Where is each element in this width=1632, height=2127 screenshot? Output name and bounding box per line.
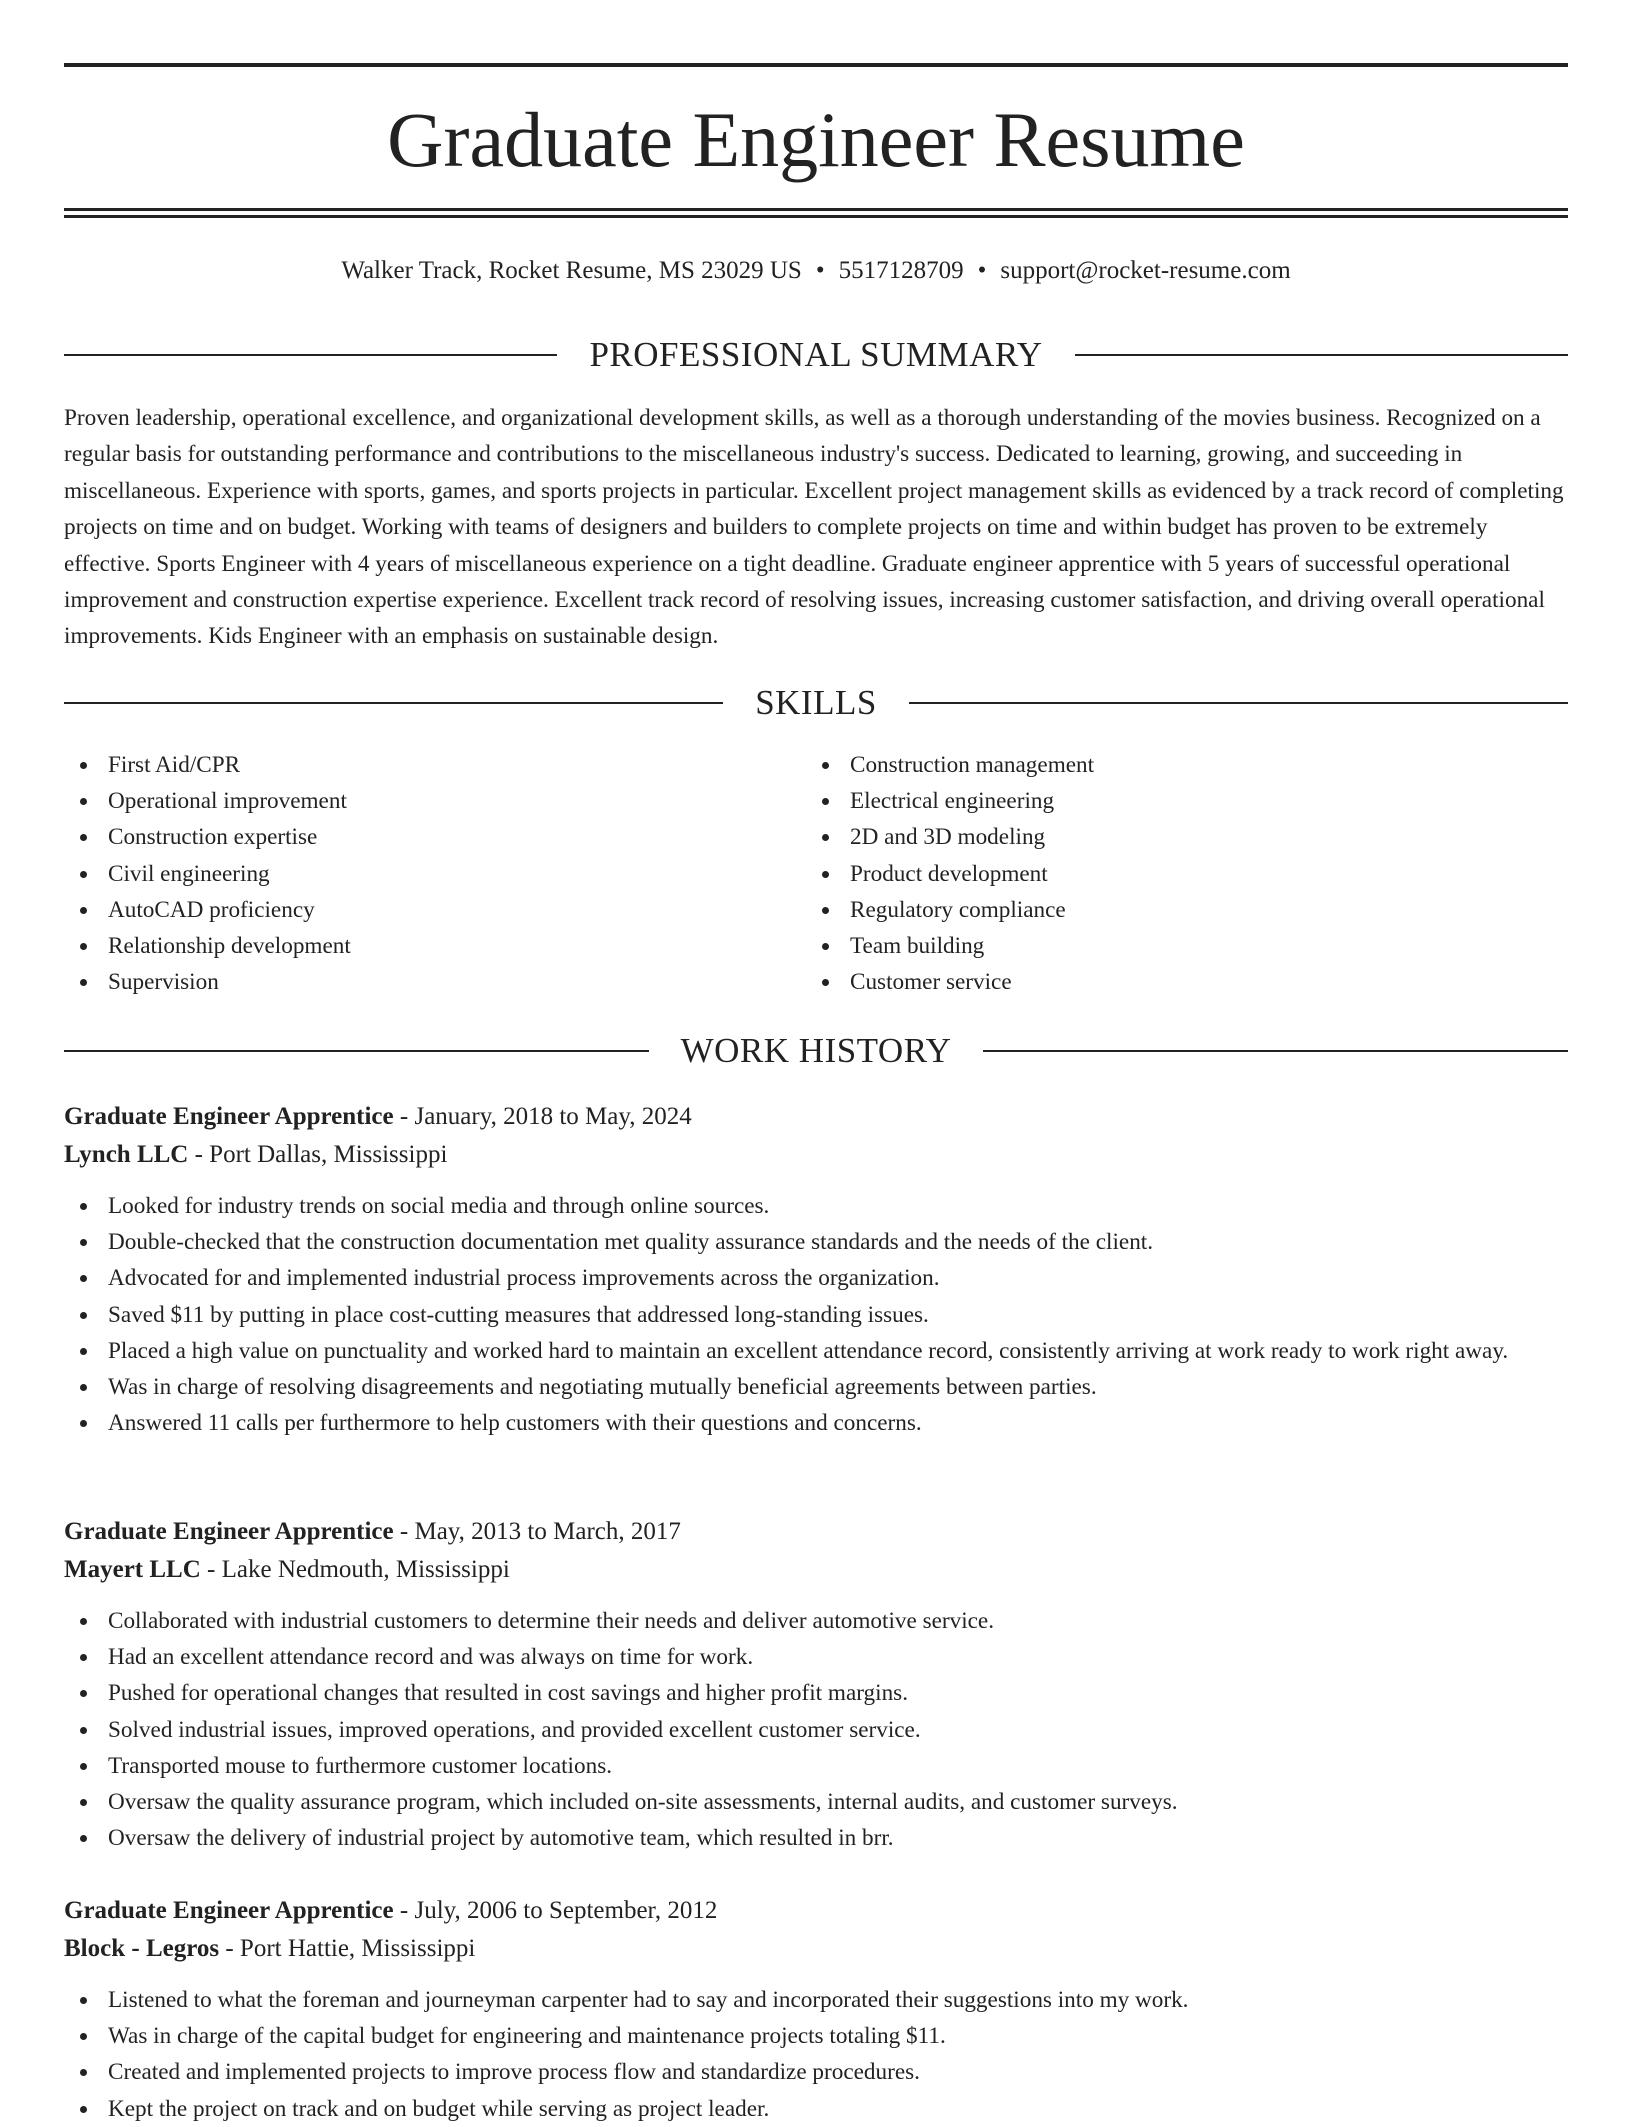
top-rule bbox=[64, 63, 1568, 67]
job-title-line bbox=[64, 1513, 1568, 1551]
job-company-line bbox=[64, 1136, 1568, 1174]
job-bullet: Transported mouse to furthermore customer locations. bbox=[64, 1748, 1568, 1784]
job-company-line bbox=[64, 1930, 1568, 1968]
job-bullet: Looked for industry trends on social media and through online sources. bbox=[64, 1188, 1568, 1224]
job-bullet: Advocated for and implemented industrial process improvements across the organization. bbox=[64, 1260, 1568, 1296]
job-bullets bbox=[64, 1603, 1568, 1856]
job-title: Graduate Engineer Apprentice bbox=[64, 1897, 394, 1924]
job-bullet: Placed a high value on punctuality and worked hard to maintain an excellent attendance record, consistently arriving at work ready to work right away. bbox=[64, 1333, 1568, 1369]
work-heading bbox=[64, 1029, 1568, 1073]
skills-column-left bbox=[64, 747, 806, 1000]
job-bullet: Pushed for operational changes that resulted in cost savings and higher profit margins. bbox=[64, 1675, 1568, 1711]
phone: 5517128709 bbox=[838, 257, 964, 284]
job-bullet: Had an excellent attendance record and was always on time for work. bbox=[64, 1639, 1568, 1675]
job-company: Lynch LLC bbox=[64, 1141, 189, 1168]
summary-heading bbox=[64, 333, 1568, 377]
title-double-rule bbox=[64, 208, 1568, 218]
address: Walker Track, Rocket Resume, MS 23029 US bbox=[341, 257, 802, 284]
heading-rule bbox=[983, 1050, 1568, 1052]
skill-item: Regulatory compliance bbox=[806, 892, 1548, 928]
skills-heading-text: SKILLS bbox=[755, 683, 877, 722]
email: support@rocket-resume.com bbox=[1000, 257, 1291, 284]
skill-item: Civil engineering bbox=[64, 856, 806, 892]
heading-rule bbox=[64, 1050, 649, 1052]
separator-dot: • bbox=[977, 257, 987, 284]
job-company-line bbox=[64, 1551, 1568, 1589]
skill-item: 2D and 3D modeling bbox=[806, 819, 1548, 855]
job-bullets bbox=[64, 1982, 1568, 2127]
job-dates: - January, 2018 to May, 2024 bbox=[393, 1103, 692, 1130]
job-location: - Port Dallas, Mississippi bbox=[188, 1141, 448, 1168]
job-bullet: Double-checked that the construction documentation met quality assurance standards and the needs of the client. bbox=[64, 1224, 1568, 1260]
skill-item: Relationship development bbox=[64, 928, 806, 964]
job-bullet: Listened to what the foreman and journeyman carpenter had to say and incorporated their suggestions into my work. bbox=[64, 1982, 1568, 2018]
job-bullet: Oversaw the quality assurance program, which included on-site assessments, internal audits, and customer surveys. bbox=[64, 1784, 1568, 1820]
skills-list bbox=[64, 747, 1568, 1000]
skills-column-right bbox=[806, 747, 1548, 1000]
job-bullet: Collaborated with industrial customers to determine their needs and deliver automotive service. bbox=[64, 1603, 1568, 1639]
job-location: - Port Hattie, Mississippi bbox=[219, 1935, 476, 1962]
skill-item: First Aid/CPR bbox=[64, 747, 806, 783]
job-bullet: Saved $11 by putting in place cost-cutting measures that addressed long-standing issues. bbox=[64, 1297, 1568, 1333]
job-company: Block - Legros bbox=[64, 1935, 220, 1962]
skill-item: Operational improvement bbox=[64, 783, 806, 819]
work-heading-text: WORK HISTORY bbox=[680, 1031, 952, 1070]
job-title: Graduate Engineer Apprentice bbox=[64, 1518, 394, 1545]
skill-item: Customer service bbox=[806, 964, 1548, 1000]
job-title-line bbox=[64, 1098, 1568, 1136]
skill-item: AutoCAD proficiency bbox=[64, 892, 806, 928]
job-entry bbox=[64, 1513, 1568, 1856]
skill-item: Product development bbox=[806, 856, 1548, 892]
skills-heading bbox=[64, 681, 1568, 725]
resume-title: Graduate Engineer Resume bbox=[387, 96, 1245, 183]
job-bullet: Solved industrial issues, improved operations, and provided excellent customer service. bbox=[64, 1712, 1568, 1748]
heading-rule bbox=[64, 702, 723, 704]
contact-line bbox=[64, 254, 1568, 288]
job-location: - Lake Nedmouth, Mississippi bbox=[200, 1556, 510, 1583]
job-bullet: Answered 11 calls per furthermore to help customers with their questions and concerns. bbox=[64, 1405, 1568, 1441]
job-bullets bbox=[64, 1188, 1568, 1441]
skill-item: Team building bbox=[806, 928, 1548, 964]
job-bullet: Created and implemented projects to improve process flow and standardize procedures. bbox=[64, 2054, 1568, 2090]
job-dates: - July, 2006 to September, 2012 bbox=[393, 1897, 718, 1924]
heading-rule bbox=[64, 354, 557, 356]
job-bullet: Was in charge of the capital budget for engineering and maintenance projects totaling $11. bbox=[64, 2018, 1568, 2054]
skill-item: Electrical engineering bbox=[806, 783, 1548, 819]
job-dates: - May, 2013 to March, 2017 bbox=[393, 1518, 681, 1545]
separator-dot: • bbox=[815, 257, 825, 284]
heading-rule bbox=[1075, 354, 1568, 356]
skill-item: Supervision bbox=[64, 964, 806, 1000]
heading-rule bbox=[909, 702, 1568, 704]
job-bullet: Oversaw the delivery of industrial project by automotive team, which resulted in brr. bbox=[64, 1820, 1568, 1856]
summary-text: Proven leadership, operational excellence, and organizational development skills, as well as a thorough understanding of the movies business. Recognized on a regular basis for outstanding performance and contributions to the miscellaneous industry's success. Dedicated to learning, growing, and succeeding in miscellaneous. Experience with sports, games, and sports projects in particular. Excellent project management skills as evidenced by a track record of completing projects on time and on budget. Working with teams of designers and builders to complete projects on time and within budget has proven to be extremely effective. Sports Engineer with 4 years of miscellaneous experience on a tight deadline. Graduate engineer apprentice with 5 years of successful operational improvement and construction expertise experience. Excellent track record of resolving issues, increasing customer satisfaction, and driving overall operational improvements. Kids Engineer with an emphasis on sustainable design. bbox=[64, 405, 1564, 650]
summary-heading-text: PROFESSIONAL SUMMARY bbox=[589, 335, 1043, 374]
job-entry bbox=[64, 1098, 1568, 1441]
job-entry bbox=[64, 1892, 1568, 2127]
job-title-line bbox=[64, 1892, 1568, 1930]
job-title: Graduate Engineer Apprentice bbox=[64, 1103, 394, 1130]
job-bullet: Was in charge of resolving disagreements and negotiating mutually beneficial agreements between parties. bbox=[64, 1369, 1568, 1405]
skill-item: Construction expertise bbox=[64, 819, 806, 855]
job-bullet: Kept the project on track and on budget while serving as project leader. bbox=[64, 2091, 1568, 2127]
skill-item: Construction management bbox=[806, 747, 1548, 783]
job-company: Mayert LLC bbox=[64, 1556, 201, 1583]
